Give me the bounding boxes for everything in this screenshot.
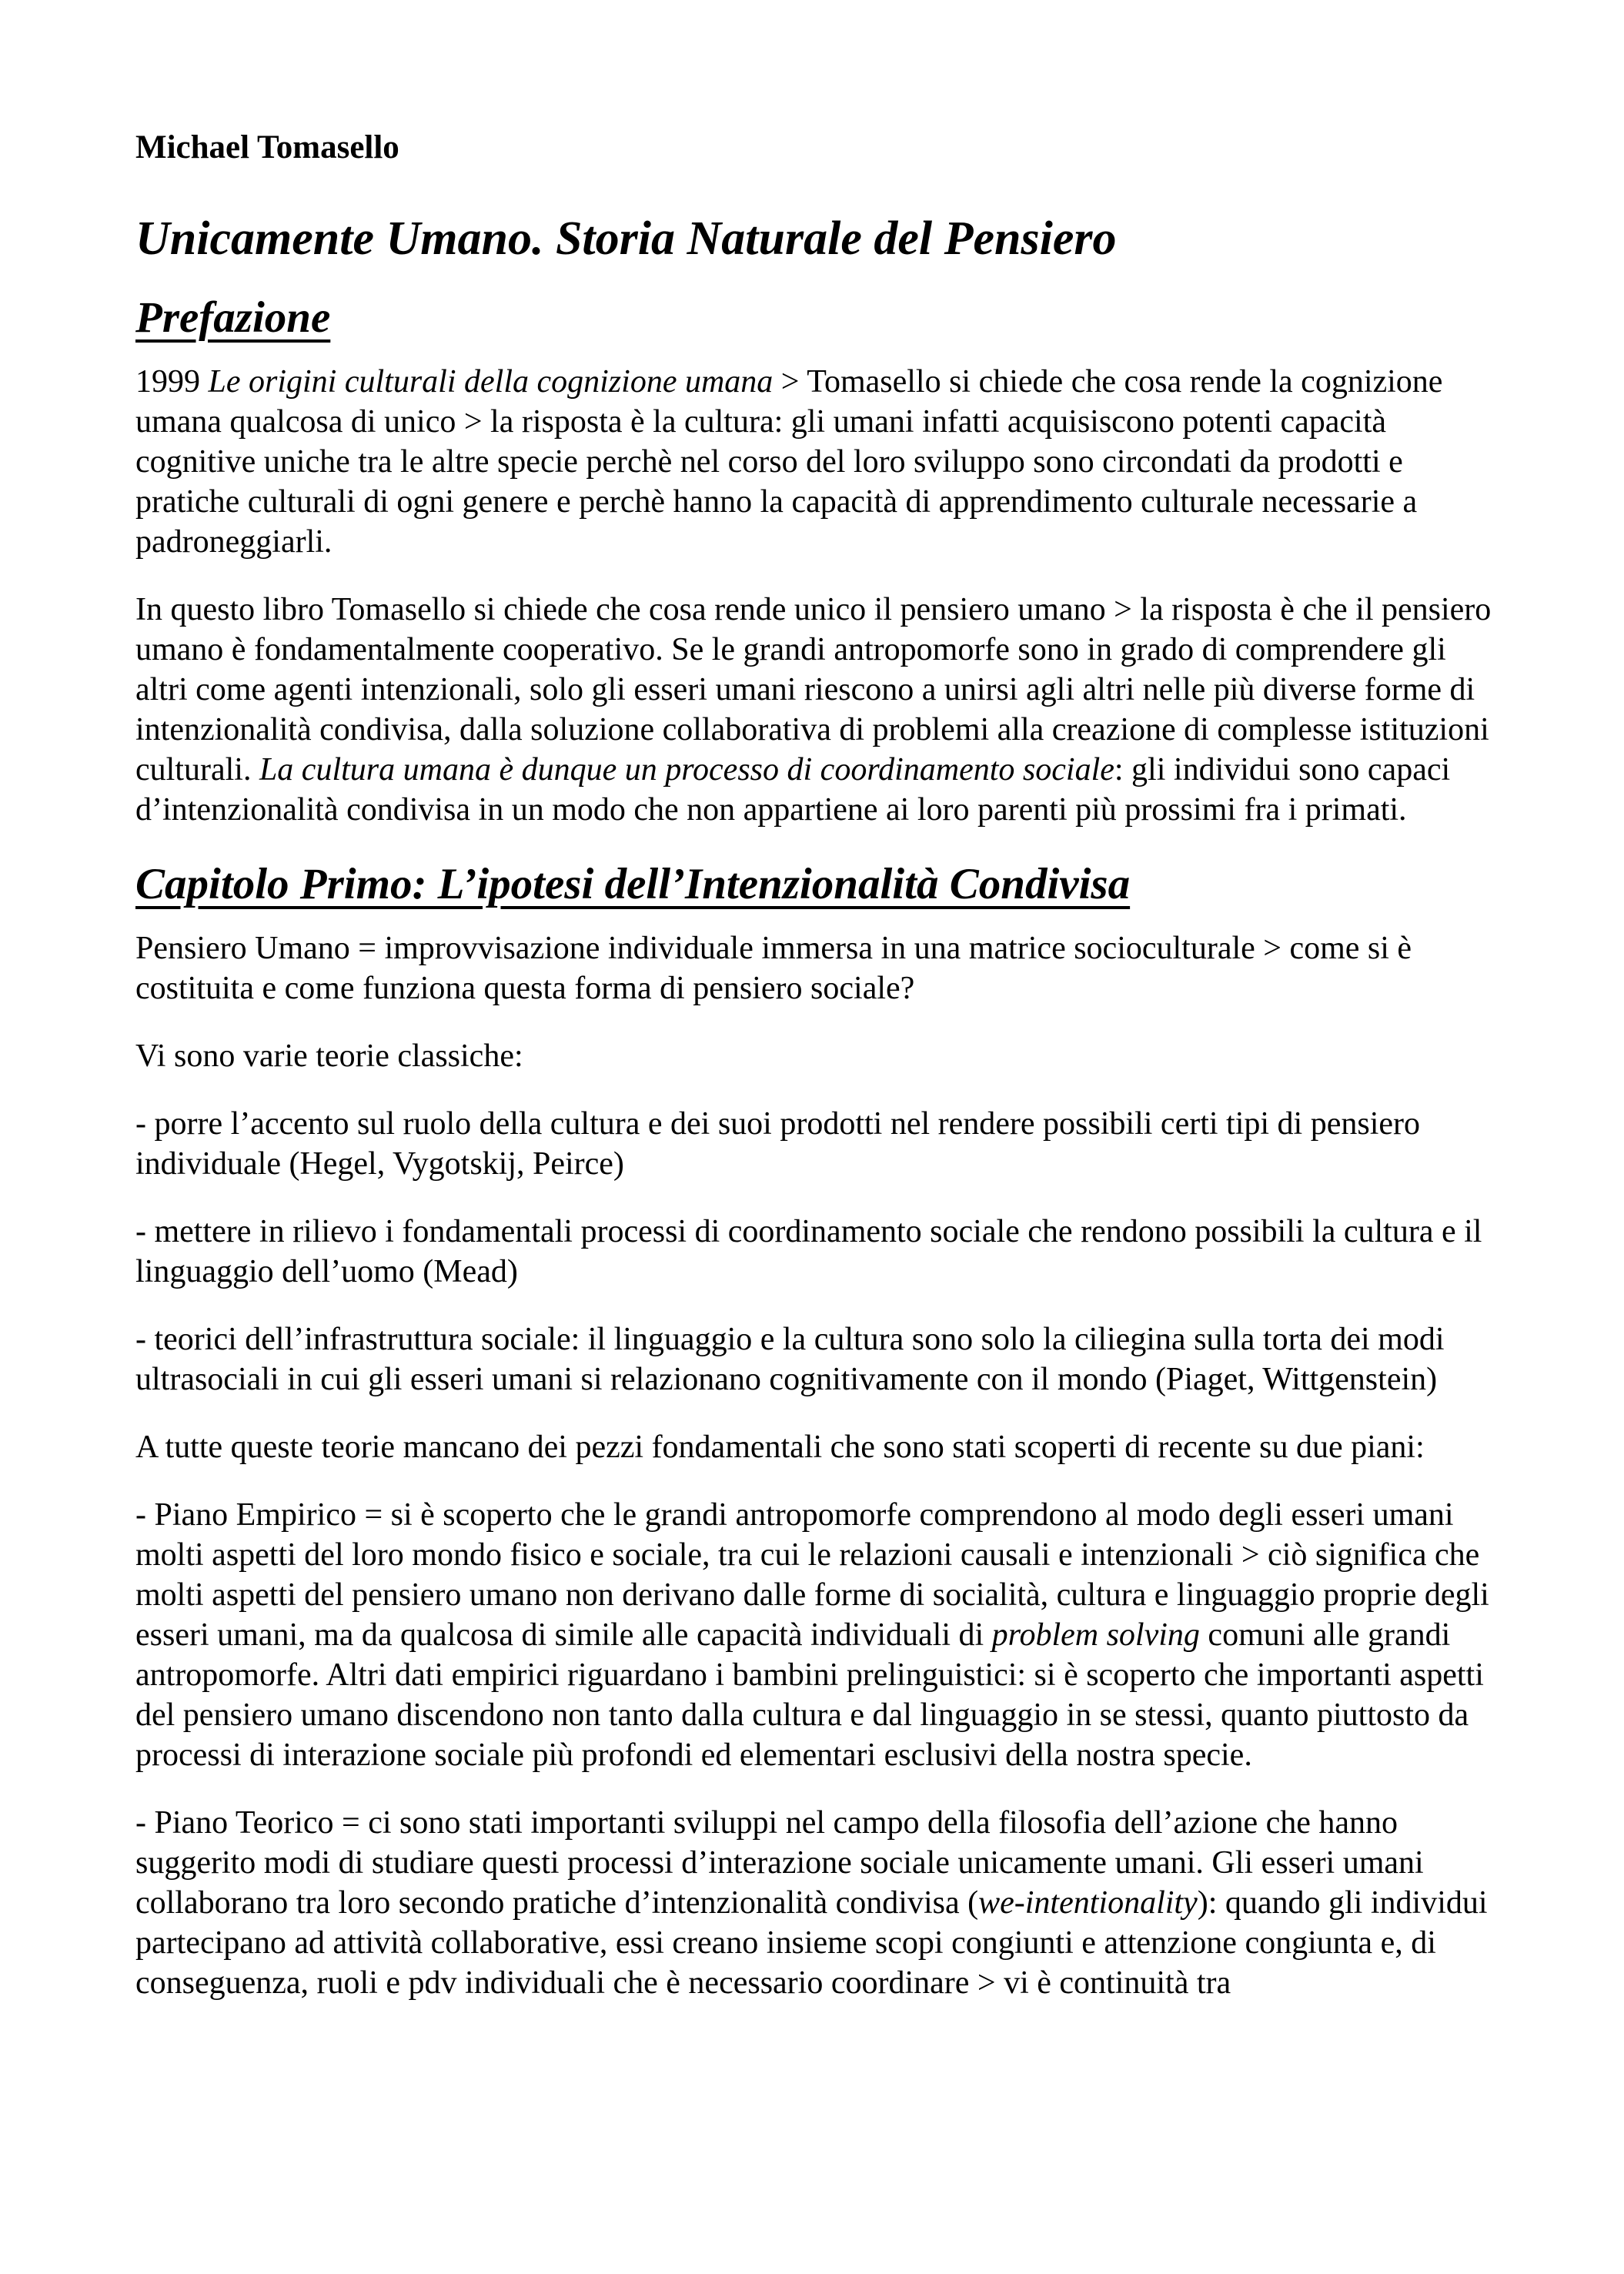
text-run: In questo libro Tomasello si chiede che cosa rende unico il pensiero umano > la risposta è che il pensiero umano è fondamentalmente cooperativo. Se le grandi antropomorfe sono in grado di comprendere gli altri come agenti intenzionali, solo gli esseri umani riescono a unirsi agli altri nelle più diverse forme di intenzionalità condivisa, dalla soluzione collaborativa di problemi alla creazione di complesse istituzioni culturali.: [135, 592, 1492, 788]
paragraph-1999-origini: [135, 362, 1495, 562]
book-title: Unicamente Umano. Storia Naturale del Pensiero: [135, 212, 1117, 265]
list-item-piano-teorico: [135, 1803, 1495, 2003]
text-run: ): quando gli individui partecipano ad attività collaborative, essi creano insieme scopi congiunti e attenzione congiunta e, di conseguenza, ruoli e pdv individuali che è necessario coordinare > vi è continuità tra: [135, 1885, 1488, 2001]
text-run: comuni alle grandi antropomorfe. Altri dati empirici riguardano i bambini prelinguistici: si è scoperto che importanti aspetti del pensiero umano discendono non tanto dalla cultura e dal linguaggio in se stessi, quanto piuttosto da processi di interazione sociale più profondi ed elementari esclusivi della nostra specie.: [135, 1617, 1484, 1773]
paragraph-pensiero-umano: Pensiero Umano = improvvisazione individuale immersa in una matrice socioculturale > come si è costituita e come funziona questa forma di pensiero sociale?: [135, 931, 1412, 1006]
section-heading-capitolo-primo: Capitolo Primo: L’ipotesi dell’Intenzionalità Condivisa: [135, 860, 1131, 908]
paragraph-due-piani: A tutte queste teorie mancano dei pezzi fondamentali che sono stati scoperti di recente su due piani:: [135, 1430, 1425, 1465]
paragraph-teorie-classiche: Vi sono varie teorie classiche:: [135, 1038, 523, 1074]
text-run: 1999: [135, 364, 209, 400]
author-name: Michael Tomasello: [135, 129, 399, 166]
text-run: - Piano Teorico = ci sono stati importanti sviluppi nel campo della filosofia dell’azione che hanno suggerito modi di studiare questi processi d’interazione sociale unicamente umani. Gli esseri umani collaborano tra loro secondo pratiche d’intenzionalità condivisa (: [135, 1805, 1424, 1921]
list-item-mettere-in-rilievo: - mettere in rilievo i fondamentali processi di coordinamento sociale che rendono possibili la cultura e il linguaggio dell’uomo (Mead): [135, 1214, 1482, 1289]
list-item-porre-accento: - porre l’accento sul ruolo della cultura e dei suoi prodotti nel rendere possibili certi tipi di pensiero individuale (Hegel, Vygotskij, Peirce): [135, 1106, 1420, 1182]
text-run: > Tomasello si chiede che cosa rende la cognizione umana qualcosa di unico > la risposta è la cultura: gli umani infatti acquisiscono potenti capacità cognitive uniche tra le altre specie perchè nel corso del loro sviluppo sono circondati da prodotti e pratiche culturali di ogni genere e perchè hanno la capacità di apprendimento culturale necessarie a padroneggiarli.: [135, 364, 1443, 560]
italic-run-problem-solving: problem solving: [991, 1617, 1200, 1653]
text-run: - Piano Empirico = si è scoperto che le grandi antropomorfe comprendono al modo degli esseri umani molti aspetti del loro mondo fisico e sociale, tra cui le relazioni causali e intenzionali > ciò significa che molti aspetti del pensiero umano non derivano dalle forme di socialità, cultura e linguaggio proprie degli esseri umani, ma da qualcosa di simile alle capacità individuali di: [135, 1497, 1489, 1653]
italic-run-book-origini: Le origini culturali della cognizione umana: [208, 364, 774, 400]
list-item-piano-empirico: [135, 1495, 1495, 1775]
list-item-teorici-infrastruttura: - teorici dell’infrastruttura sociale: il linguaggio e la cultura sono solo la ciliegina sulla torta dei modi ultrasociali in cui gli esseri umani si relazionano cognitivamente con il mondo (Piaget, Wittgenstein): [135, 1322, 1445, 1397]
text-run: : gli individui sono capaci d’intenzionalità condivisa in un modo che non appartiene ai loro parenti più prossimi fra i primati.: [135, 752, 1451, 828]
italic-run-cultura-umana: La cultura umana è dunque un processo di coordinamento sociale: [259, 752, 1114, 788]
section-heading-prefazione: Prefazione: [135, 293, 331, 342]
paragraph-in-questo-libro: [135, 590, 1495, 830]
italic-run-we-intentionality: we-intentionality: [978, 1885, 1198, 1921]
